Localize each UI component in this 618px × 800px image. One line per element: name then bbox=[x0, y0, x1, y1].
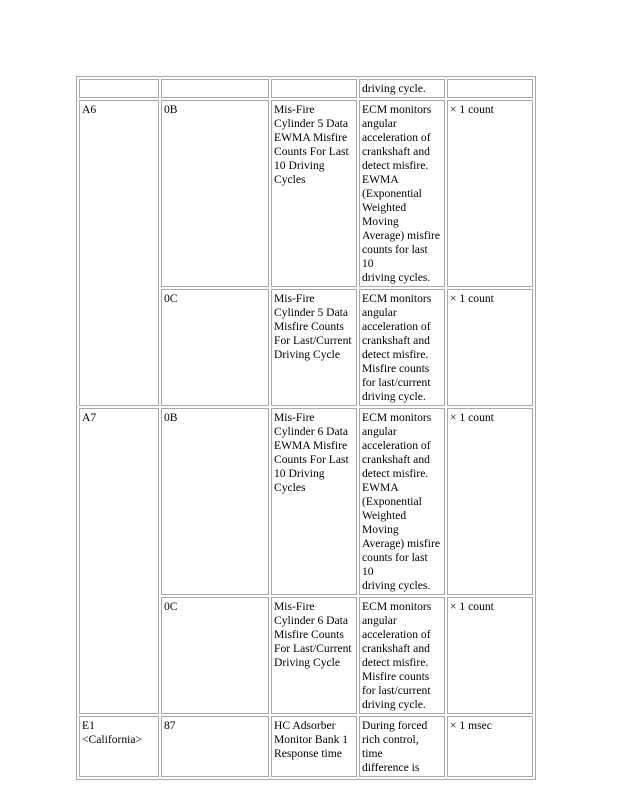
table-row bbox=[79, 100, 533, 287]
table-row-continued bbox=[79, 79, 533, 98]
cell-unit: × 1 count bbox=[447, 408, 533, 595]
cell-mid: E1 <California> bbox=[79, 716, 159, 777]
cell-tid bbox=[161, 79, 269, 98]
cell-unit: × 1 count bbox=[447, 597, 533, 714]
cell-unit: × 1 msec bbox=[447, 716, 533, 777]
cell-mid bbox=[79, 79, 159, 98]
cell-description: driving cycle. bbox=[359, 79, 445, 98]
cell-tid: 0C bbox=[161, 289, 269, 406]
cell-mid: A6 bbox=[79, 100, 159, 406]
cell-name bbox=[271, 79, 357, 98]
cell-tid: 0C bbox=[161, 597, 269, 714]
cell-name: HC Adsorber Monitor Bank 1 Response time bbox=[271, 716, 357, 777]
cell-description: ECM monitors angular acceleration of crankshaft and detect misfire. Misfire counts for last/current driving cycle. bbox=[359, 289, 445, 406]
cell-tid: 87 bbox=[161, 716, 269, 777]
cell-unit: × 1 count bbox=[447, 100, 533, 287]
cell-description: ECM monitors angular acceleration of crankshaft and detect misfire. EWMA (Exponential Weighted Moving Average) misfire counts for last 10 driving cycles. bbox=[359, 408, 445, 595]
cell-tid: 0B bbox=[161, 408, 269, 595]
cell-unit bbox=[447, 79, 533, 98]
table-row bbox=[79, 716, 533, 777]
cell-name: Mis-Fire Cylinder 6 Data EWMA Misfire Counts For Last 10 Driving Cycles bbox=[271, 408, 357, 595]
cell-description: ECM monitors angular acceleration of crankshaft and detect misfire. Misfire counts for last/current driving cycle. bbox=[359, 597, 445, 714]
cell-name: Mis-Fire Cylinder 5 Data EWMA Misfire Counts For Last 10 Driving Cycles bbox=[271, 100, 357, 287]
cell-name: Mis-Fire Cylinder 6 Data Misfire Counts For Last/Current Driving Cycle bbox=[271, 597, 357, 714]
monitor-data-table bbox=[76, 76, 536, 780]
cell-description: During forced rich control, time difference is bbox=[359, 716, 445, 777]
cell-mid: A7 bbox=[79, 408, 159, 714]
cell-tid: 0B bbox=[161, 100, 269, 287]
cell-description: ECM monitors angular acceleration of crankshaft and detect misfire. EWMA (Exponential Weighted Moving Average) misfire counts for last 10 driving cycles. bbox=[359, 100, 445, 287]
cell-name: Mis-Fire Cylinder 5 Data Misfire Counts For Last/Current Driving Cycle bbox=[271, 289, 357, 406]
table-row bbox=[79, 408, 533, 595]
cell-unit: × 1 count bbox=[447, 289, 533, 406]
